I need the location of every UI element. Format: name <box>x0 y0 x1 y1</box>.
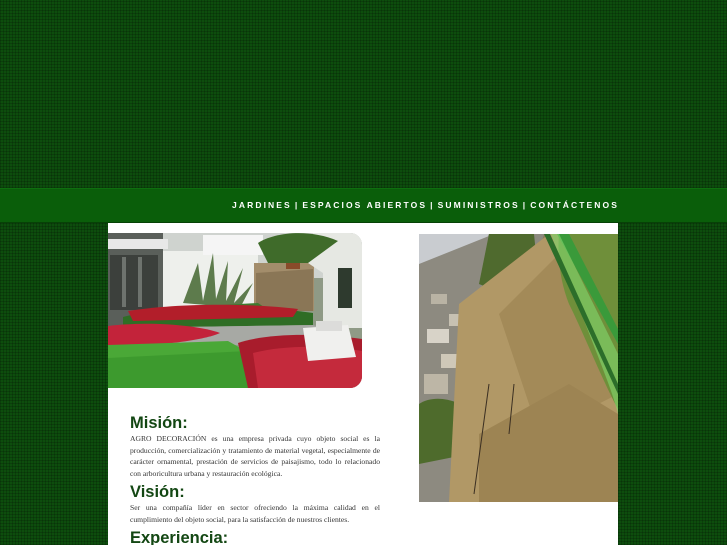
content-panel <box>108 223 618 545</box>
nav-separator: | <box>522 200 528 210</box>
vision-text: Ser una compañía líder en sector ofreciendo la máxima calidad en el cumplimiento del objeto social, para la satisfacción de nuestros clientes. <box>130 503 380 524</box>
experiencia-heading: Experiencia: <box>130 529 229 545</box>
main-menu <box>232 200 619 210</box>
mision-section <box>130 414 380 479</box>
nav-link-suministros[interactable]: SUMINISTROS <box>437 200 520 210</box>
mision-heading: Misión: <box>130 414 188 432</box>
nav-link-contactenos[interactable]: CONTÁCTENOS <box>530 200 619 210</box>
nav-link-jardines[interactable]: JARDINES <box>232 200 292 210</box>
vision-heading: Visión: <box>130 483 185 501</box>
garden-photo <box>108 233 362 388</box>
nav-separator: | <box>430 200 435 210</box>
mision-text: AGRO DECORACIÓN es una empresa privada cuyo objeto social es la producción, comercialización y tratamiento de material vegetal, especialmente de carácter ornamental, prestación de servicios de paisajismo, todo lo relacionado con arboricultura urbana y restauración ecológica. <box>130 434 380 478</box>
navigation-bar <box>0 188 727 223</box>
nav-separator: | <box>294 200 300 210</box>
experiencia-section <box>130 529 380 545</box>
vision-section <box>130 483 380 525</box>
nav-link-espacios-abiertos[interactable]: ESPACIOS ABIERTOS <box>302 200 428 210</box>
slope-photo <box>419 234 618 502</box>
